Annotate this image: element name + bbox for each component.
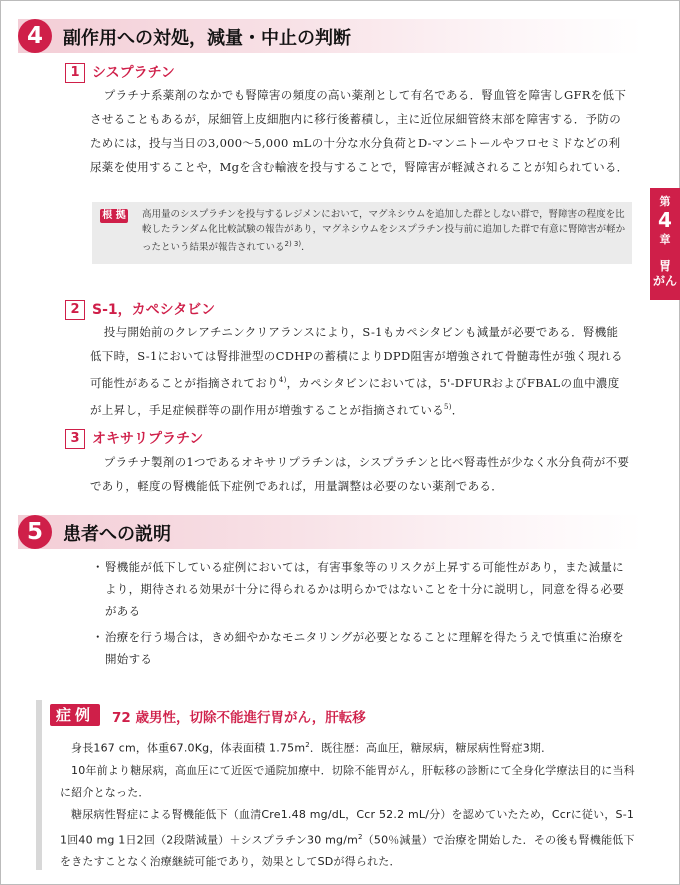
case-paragraph-2: 10年前より糖尿病，高血圧にて近医で通院加療中．切除不能胃がん，肝転移の診断にて全身化学療法目的に当科に紹介となった． [60, 763, 635, 799]
section-4-number: 4 [18, 19, 52, 53]
ref-4: 4) [278, 376, 287, 384]
chapter-title [650, 259, 680, 289]
section-4-header [18, 19, 643, 53]
case-p3-sup: 2 [358, 832, 363, 841]
ref-5: 5) [444, 402, 452, 411]
subsection-2-text-b: ，カペシタビンにおいては，5'-DFURおよびFBALの血中濃度が上昇し，手足症候群等の副作用が増強することが指摘されている [90, 375, 620, 417]
subsection-1-number: 1 [65, 63, 85, 83]
case-box [36, 700, 642, 870]
bullet-symbol: ・ [92, 560, 104, 574]
evidence-text [142, 207, 627, 255]
section-5-title: 患者への説明 [63, 524, 171, 545]
evidence-ref: 2) 3) [284, 240, 302, 248]
subsection-2-body [90, 320, 630, 422]
section-5-number: 5 [18, 515, 52, 549]
chapter-number: 4 [658, 208, 672, 232]
subsection-2-text-c: ． [451, 402, 464, 417]
list-item-text: 治療を行う場合は，きめ細やかなモニタリングが必要となることに理解を得たうえで慎重に治療を開始する [105, 630, 624, 666]
subsection-3-number: 3 [65, 429, 85, 449]
subsection-1-body [90, 83, 630, 179]
section-5-header [18, 515, 643, 549]
case-tag: 症例 [50, 704, 100, 726]
subsection-1-paragraph: プラチナ系薬剤のなかでも腎障害の頻度の高い薬剤として有名である．腎血管を障害しGFRを低下させることもあるが，尿細管上皮細胞内に移行後蓄積し，主に近位尿細管終末部を障害する．予防のためには，投与当日の3,000～5,000 mLの十分な水分負荷とD-マンニトールやフロセミドなどの利尿薬を使用することや，Mgを含む輸液を投与することで，腎障害が軽減されることが知られている． [90, 88, 629, 174]
bullet-symbol: ・ [92, 630, 104, 644]
evidence-body: 高用量のシスプラチンを投与するレジメンにおいて，マグネシウムを追加した群としない群で，腎障害の程度を比較したランダム化比較試験の報告があり，マグネシウムをシスプラチン投与前に追加した群で有意に腎障害が軽かったという結果が報告されている [142, 209, 626, 254]
evidence-tag: 根 拠 [100, 209, 128, 223]
evidence-end: ． [301, 242, 311, 254]
section-4-title: 副作用への対処，減量・中止の判断 [63, 28, 351, 49]
list-item [92, 626, 632, 670]
case-p1-sup: 2 [305, 741, 310, 749]
list-item-text: 腎機能が低下している症例においては，有害事象等のリスクが上昇する可能性があり，また減量により，期待される効果が十分に得られるかは明らかではないことを十分に説明し，同意を得る必要がある [105, 560, 625, 618]
chapter-title-line-2: がん [652, 274, 677, 288]
case-paragraph-3 [60, 804, 640, 874]
subsection-3-label: オキサリプラチン [92, 431, 204, 447]
chapter-suffix: 章 [659, 233, 671, 246]
list-item [92, 556, 632, 622]
case-side-bar [36, 700, 42, 870]
subsection-2-label: S-1，カペシタビン [92, 302, 216, 318]
chapter-tab[interactable] [650, 188, 680, 300]
case-p1-b: ．既往歴：高血圧，糖尿病，糖尿病性腎症3期． [309, 741, 553, 755]
subsection-3-body [90, 450, 630, 498]
subsection-3-paragraph: プラチナ製剤の1つであるオキサリプラチンは，シスプラチンと比べ腎毒性が少なく水分負荷が不要であり，軽度の腎機能低下症例であれば，用量調整は必要のない薬剤である． [90, 455, 630, 493]
patient-explanation-list [92, 556, 632, 670]
chapter-title-line-1: 胃 [658, 259, 671, 273]
evidence-box [92, 202, 632, 264]
subsection-2-paragraph [90, 320, 630, 422]
case-paragraph-1 [60, 734, 640, 760]
chapter-prefix: 第 [659, 195, 671, 208]
case-p3-a: 糖尿病性腎症による腎機能低下（血清Cre1.48 mg/dL，Ccr 52.2 mL/分）を認めていたため，Ccrに従い，S-1 1回40 mg 1日2回（2段階減量）＋シスプラチン30 mg/m [60, 807, 635, 847]
subsection-1-label: シスプラチン [92, 65, 175, 81]
case-title: 72 歳男性，切除不能進行胃がん，肝転移 [112, 710, 366, 726]
subsection-2-number: 2 [65, 300, 85, 320]
subsection-2-text-a: 投与開始前のクレアチニンクリアランスにより，S-1もカペシタビンも減量が必要である．腎機能低下時，S-1においては腎排泄型のCDHPの蓄積によりDPD阻害が増強されて骨髄毒性が強く現れる可能性があることが指摘されており [90, 325, 623, 390]
case-p1-a: 身長167 cm，体重67.0Kg，体表面積 1.75m [71, 741, 306, 755]
case-text [60, 734, 640, 873]
case-p3-b: （50％減量）で治療を開始した．その後も腎機能低下をきたすことなく治療継続可能であり，効果としてSDが得られた． [60, 833, 635, 869]
